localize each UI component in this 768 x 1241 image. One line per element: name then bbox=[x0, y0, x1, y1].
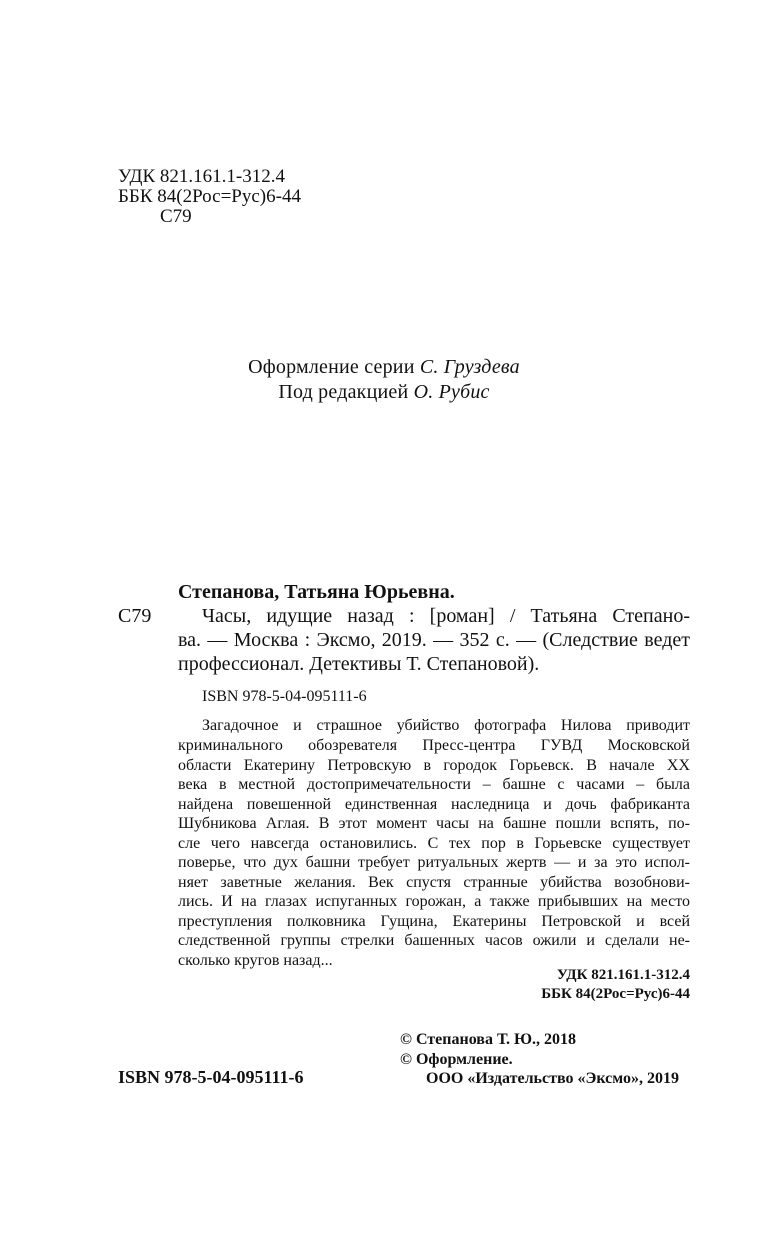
bib-line-2: ва. — Москва : Эксмо, 2019. — 352 с. — (Следствие ведет bbox=[178, 629, 690, 651]
annotation-line: следственной группы стрелки башенных часов ожили и сделали не- bbox=[178, 932, 690, 949]
bib-line-1: Часы, идущие назад : [роман] / Татьяна Степано- bbox=[202, 605, 690, 627]
annotation-line: области Екатерину Петровскую в городок Горьевск. В начале XX bbox=[178, 757, 690, 774]
bib-isbn: ISBN 978-5-04-095111-6 bbox=[202, 688, 367, 705]
editor-credit bbox=[0, 380, 768, 404]
annotation-line: преступления полковника Гущина, Екатерины Петровской и всей bbox=[178, 913, 690, 930]
editor-name: О. Рубис bbox=[413, 381, 490, 403]
annotation-line: Шубникова Аглая. В этот момент часы на башне пошли вспять, по- bbox=[178, 815, 690, 832]
annotation-line: поверье, что дух башни требует ритуальных жертв — и за это испол- bbox=[178, 854, 690, 871]
bib-author: Степанова, Татьяна Юрьевна. bbox=[178, 581, 455, 603]
bbk-code-bottom: ББК 84(2Рос=Рус)6-44 bbox=[541, 986, 690, 1002]
annotation-line: няет заветные желания. Век спустя странные убийства возобнови- bbox=[178, 874, 690, 891]
annotation-line: лись. И на глазах испуганных горожан, а также прибывших на место bbox=[178, 893, 690, 910]
annotation-line: криминального обозревателя Пресс-центра ГУВД Московской bbox=[178, 737, 690, 754]
isbn-bottom: ISBN 978-5-04-095111-6 bbox=[118, 1067, 304, 1087]
annotation-line: Загадочное и страшное убийство фотографа Нилова приводит bbox=[202, 717, 690, 734]
udk-code-bottom: УДК 821.161.1-312.4 bbox=[556, 967, 690, 983]
bib-line-3: профессионал. Детективы Т. Степановой). bbox=[178, 653, 540, 675]
series-design-credit bbox=[0, 355, 768, 379]
author-sign: С79 bbox=[160, 206, 192, 227]
copyright-author: © Степанова Т. Ю., 2018 bbox=[400, 1031, 577, 1048]
copyright-design: © Оформление. bbox=[400, 1051, 513, 1068]
copyright-publisher: ООО «Издательство «Эксмо», 2019 bbox=[426, 1070, 679, 1087]
bbk-code: ББК 84(2Рос=Рус)6-44 bbox=[118, 186, 301, 207]
annotation-line: сле чего навсегда остановились. С тех пор в Горьевске существует bbox=[178, 835, 690, 852]
annotation-line: сколько кругов назад... bbox=[178, 952, 333, 969]
annotation-line: найдена повешенной единственная наследница и дочь фабриканта bbox=[178, 796, 690, 813]
bib-code: С79 bbox=[118, 605, 152, 627]
series-design-label: Оформление серии bbox=[248, 356, 415, 378]
editor-label: Под редакцией bbox=[278, 381, 409, 403]
udk-code: УДК 821.161.1-312.4 bbox=[118, 166, 285, 187]
series-design-name: С. Груздева bbox=[419, 356, 520, 378]
annotation-line: века в местной достопримечательности – башне с часами – была bbox=[178, 776, 690, 793]
